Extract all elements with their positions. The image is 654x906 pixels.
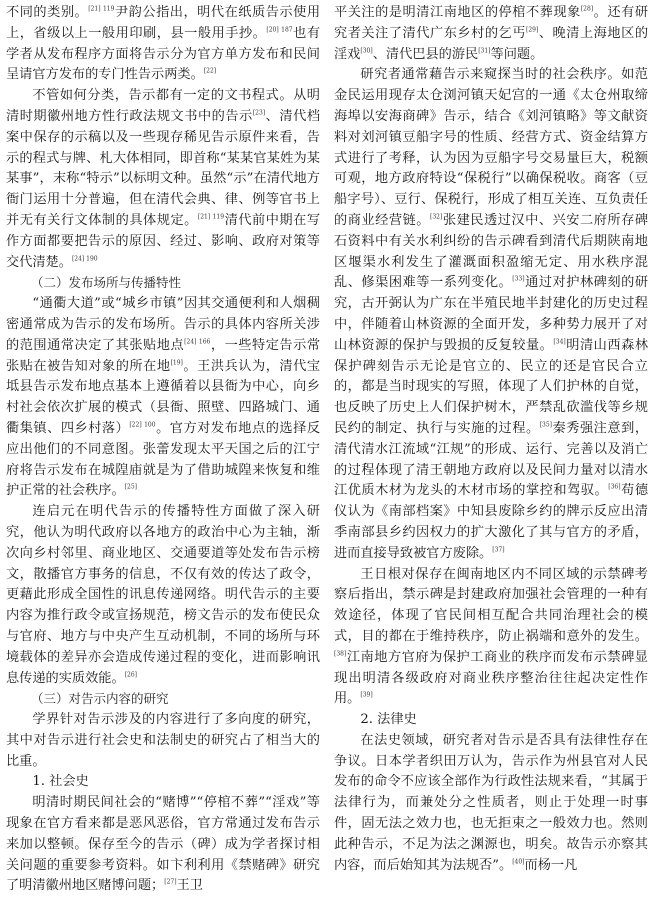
citation: [26]	[124, 671, 138, 679]
paragraph	[6, 502, 320, 689]
paragraph	[334, 65, 648, 564]
citation: [24] 190	[71, 255, 98, 263]
subsection-heading: 1. 社会史	[32, 774, 89, 790]
text: 。官方对发布地点的选择反应出他们的不同意图。张蕾发现太平天国之后的江宁府将告示发布在城隍庙就是为了借助城隍来恢复和维护正常的社会秩序。	[6, 420, 321, 499]
citation: [21] 119	[197, 213, 225, 221]
text: 学界针对告示涉及的内容进行了多向度的研究，其中对告示进行社会史和法制史的研究占了相当大的比重。	[6, 712, 320, 769]
text: 不同的类别。	[6, 5, 89, 20]
text: 张建民透过汉中、兴安二府所存碑石资料中有关水利纠纷的告示碑看到清代后期陕南地区堰渠水利发生了灌溉面积盈缩无定、用水秩序混乱、修渠困难等一系列变化。	[334, 212, 649, 291]
citation: [36]	[608, 483, 621, 491]
text: 通过对护林碑刻的研究，古开弼认为广东在半殖民地半封建化的历史过程中，伴随着山林资源的全面开发，多种势力展开了对山林资源的保护与毁损的反复较量。	[334, 275, 649, 353]
citation: [22] 100	[129, 421, 156, 429]
citation: [34]	[553, 338, 566, 346]
citation: [33]	[512, 275, 525, 283]
citation: [21] 119	[88, 5, 115, 13]
text: 平关注的是明清江南地区的停棺不葬现象	[334, 5, 581, 20]
left-column	[6, 3, 320, 897]
citation: [37]	[492, 546, 505, 554]
section-heading: （二）发布场所与传播特性	[31, 275, 182, 291]
text: 、清代巴县的游民	[372, 46, 479, 62]
citation: [39]	[360, 691, 373, 699]
citation: [20] 187	[266, 26, 293, 34]
citation: [32]	[430, 213, 443, 221]
text: “通衢大道”或“城乡市镇”因其交通便利和人烟稠密通常成为告示的发布场所。告示的具体内容所关涉的范围通常决定了其张贴地点	[6, 296, 320, 353]
text: 而杨一凡	[524, 857, 578, 873]
paragraph	[6, 294, 320, 502]
paragraph	[334, 3, 648, 65]
paragraph	[6, 710, 320, 772]
text: 清代前中期在写作方面都要把告示的原因、经过、影响、政府对策等交代清楚。	[6, 212, 321, 270]
paragraph	[334, 565, 648, 711]
citation: [35]	[539, 421, 553, 429]
citation: [25]	[124, 483, 138, 491]
subsection-heading: 2. 法律史	[360, 712, 417, 728]
text: 王卫	[176, 878, 203, 894]
text: 不管如何分类，告示都有一定的文书程式。从明清时期徽州地方性行政法规文书中的告示	[6, 88, 320, 124]
section-heading: （三）对告示内容的研究	[31, 691, 169, 707]
citation: [27]	[164, 879, 177, 887]
text: 苟德仪认为《南部档案》中知县废除乡约的牌示反应出清季南部县乡约因权力的扩大激化了其与官方的矛盾，进而直接导致被官方废除。	[334, 483, 649, 561]
citation: [28]	[580, 5, 594, 13]
citation: [19]	[170, 359, 183, 367]
text: 等问题。	[490, 46, 544, 62]
citation: [22]	[203, 68, 217, 75]
citation: [31]	[478, 47, 491, 55]
text: 连启元在明代告示的传播特性方面做了深入研究，他认为明代政府以各地方的政治中心为主轴，渐次向乡村邻里、商业地区、交通要道等处发布告示榜文，散播官方事务的信息，不仅有效的传达了政令，更藉此形成全国性的讯息传递网络。明代告示的主要内容为推行政令或宣扬规范，榜文告示的发布使民众与官府、地方与中央产生互动机制，不同的场所与环境载体的差异亦会造成传递过程的变化，进而影响讯息传递的实质效能。	[6, 504, 320, 686]
text: 、晚清上海地区的淫戏	[334, 25, 649, 62]
right-column	[334, 3, 648, 876]
citation: [38]	[334, 650, 347, 658]
citation: [30]	[360, 47, 373, 55]
paragraph	[6, 3, 320, 86]
paragraph	[334, 731, 648, 877]
text: ，一些特定告示常张贴在被告知对象的所在地	[6, 337, 321, 374]
paragraph	[6, 793, 320, 897]
text: 也有学者从发布程序方面将告示分为官方单方发布和民间呈请官方发布的专门性告示两类。	[6, 25, 321, 83]
text: 明清山西森林保护碑刻告示无论是官立的、民立的还是官民合立的，都是当时现实的写照，体现了人们护林的自觉，也反映了历史上人们保护树木，严禁乱砍滥伐等乡规民约的制定、执行与实施的过程。	[334, 337, 649, 436]
citation: [29]	[525, 26, 539, 34]
paragraph	[6, 86, 320, 273]
text: 王日根对保存在闽南地区内不同区域的示禁碑考察后指出，禁示碑是封建政府加强社会管理的一种有效途径，体现了官民间相互配合共同治理社会的模式，目的都在于维持秩序，防止祸端和意外的发生。	[334, 566, 648, 644]
text: 、清代档案中保存的示稿以及一些现存稀见告示原件来看，告示的程式与牌、札大体相同，即首称“某某官某姓为某某事”，末称“特示”以标明文种。虽然“示”在清代地方衙门运用十分普遍，但在清代会典、律、例等官书上并无有关行文体制的具体规定。	[6, 108, 321, 228]
text: 明清时期民间社会的“赌博”“停棺不葬”“淫戏”等现象在官方看来都是恶风恶俗，官方常通过发布告示来加以整顿。保存至今的告示（碑）成为学者探讨相关问题的重要参考资料。如卞利利用《禁赌碑》研究了明清徽州地区赌博问题；	[6, 795, 320, 894]
citation: [23]	[252, 109, 266, 117]
citation: [24] 166	[184, 338, 211, 346]
text: 研究者通常藉告示来窥探当时的社会秩序。如范金民运用现存太仓浏河镇天妃宫的一通《太仓州取缔海埠以安海商碑》告示，结合《刘河镇略》等文献资料对刘河镇豆船字号的性质、经营方式、资金结算方式进行了考释，认为因为豆船字号交易量巨大，税额可观，地方政府特设“保税行”以确保税收。商客（豆船字号）、豆行、保税行，形成了相互关连、互负责任的商业经营链。	[334, 67, 648, 228]
text: 尹韵公指出，明代在纸质告示使用上，省级以上一般用印刷，县一般用手抄。	[6, 5, 321, 41]
text: 。王洪兵认为，清代宝坻县告示发布地点基本上遵循着以县衙为中心，向乡村社会依次扩展的模式（县衙、照壁、四路城门、通衢集镇、四乡村落）	[6, 358, 321, 436]
text: 江南地方官府为保护工商业的秩序而发布示禁碑显现出明清各级政府对商业秩序整治往往起决定性作用。	[334, 649, 648, 707]
text: 。还有研究者关注了清代广东乡村的乞丐	[334, 5, 649, 41]
citation: [40]	[512, 858, 525, 866]
text: 在法史领域，研究者对告示是否具有法律性存在争议。日本学者织田万认为，告示作为州县官对人民发布的命令不应该全部作为行政性法规来看，“其属于法律行为，而兼处分之性质者，则止于处理一时事件，固无法之效力也，也无拒束之一般效力也。然则此种告示，不足为法之渊源也，明矣。故告示亦察其内容，而后始知其为法规否”。	[334, 732, 648, 873]
text: 秦秀强注意到，清代清水江流域“江规”的形成、运行、完善以及消亡的过程体现了清王朝地方政府以及民间力量对以清水江优质木材为龙头的木材市场的掌控和驾驭。	[334, 420, 649, 499]
